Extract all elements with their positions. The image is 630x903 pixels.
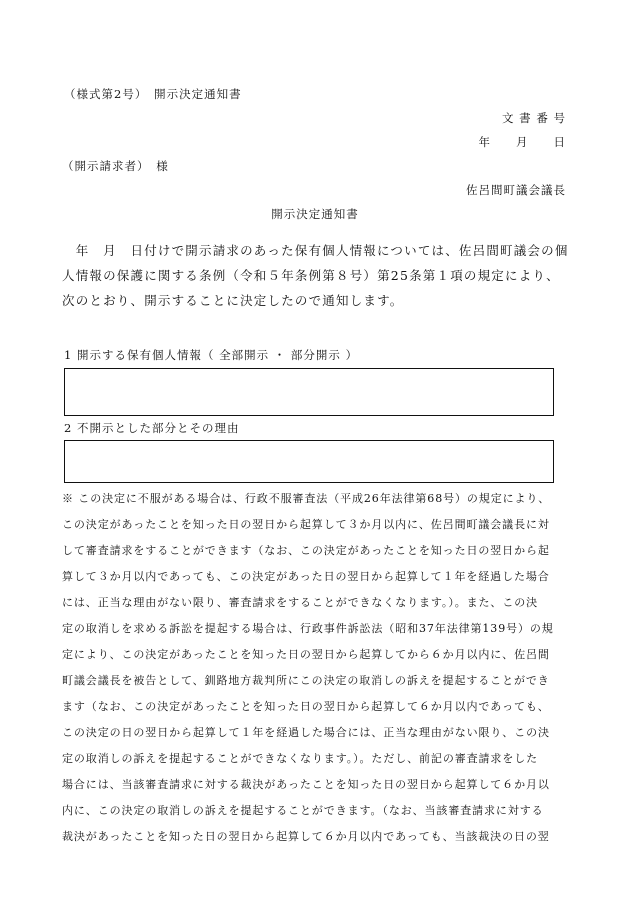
date-line: 年 月 日 [478,135,566,149]
notice-line: して審査請求をすることができます（なお、この決定があったことを知った日の翌日から起 [62,544,550,557]
appeal-notice [62,486,566,850]
notice-line: には、正当な理由がない限り、審査請求をすることができなくなります。）。また、この決 [62,596,539,609]
item1-label: 1 開示する保有個人情報（ 全部開示 ・ 部分開示 ） [64,348,359,362]
item2-field-box [64,440,554,483]
main-paragraph-line: 人情報の保護に関する条例（令和５年条例第８号）第25条第１項の規定により、 [62,268,560,283]
notice-line: 定の取消しを求める訴訟を提起する場合は、行政事件訴訟法（昭和37年法律第139号）の規 [62,622,554,635]
notice-line: 内に、この決定の取消しの訴えを提起することができます。（なお、当該審査請求に対する [62,804,544,817]
item1-field-box [64,368,554,416]
item2-label: 2 不開示とした部分とその理由 [64,421,240,435]
notice-line: ます（なお、この決定があったことを知った日の翌日から起算して６か月以内であっても、 [62,700,550,713]
notice-line: ※ この決定に不服がある場合は、行政不服審査法（平成26年法律第68号）の規定により、 [62,492,551,505]
notice-line: 場合には、当該審査請求に対する裁決があったことを知った日の翌日から起算して６か月以 [62,778,550,791]
requester-line: （開示請求者） 様 [62,159,169,173]
document-title: 開示決定通知書 [271,207,359,221]
main-paragraph-line: 年 月 日付けで開示請求のあった保有個人情報については、佐呂間町議会の個 [62,243,569,258]
notice-line: 町議会議長を被告として、釧路地方裁判所にこの決定の取消しの訴えを提起することができ [62,674,550,687]
notice-line: 算して３か月以内であっても、この決定があった日の翌日から起算して１年を経過した場合 [62,570,550,583]
notice-line: この決定の日の翌日から起算して１年を経過した場合には、正当な理由がない限り、この決 [62,726,550,739]
notice-line: 定により、この決定があったことを知った日の翌日から起算してから６か月以内に、佐呂間 [62,648,550,661]
form-number: （様式第2号） 開示決定通知書 [64,87,242,101]
main-paragraph [62,238,569,313]
notice-line: この決定があったことを知った日の翌日から起算して３か月以内に、佐呂間町議会議長に対 [62,518,550,531]
notice-line: 定の取消しの訴えを提起することができなくなります。）。ただし、前記の審査請求をした [62,752,539,765]
document-number-label: 文 書 番 号 [502,111,566,125]
notice-line: 裁決があったことを知った日の翌日から起算して６か月以内であっても、当該裁決の日の翌 [62,830,550,843]
issuer-name: 佐呂間町議会議長 [466,183,566,197]
main-paragraph-line: 次のとおり、開示することに決定したので通知します。 [62,293,404,308]
